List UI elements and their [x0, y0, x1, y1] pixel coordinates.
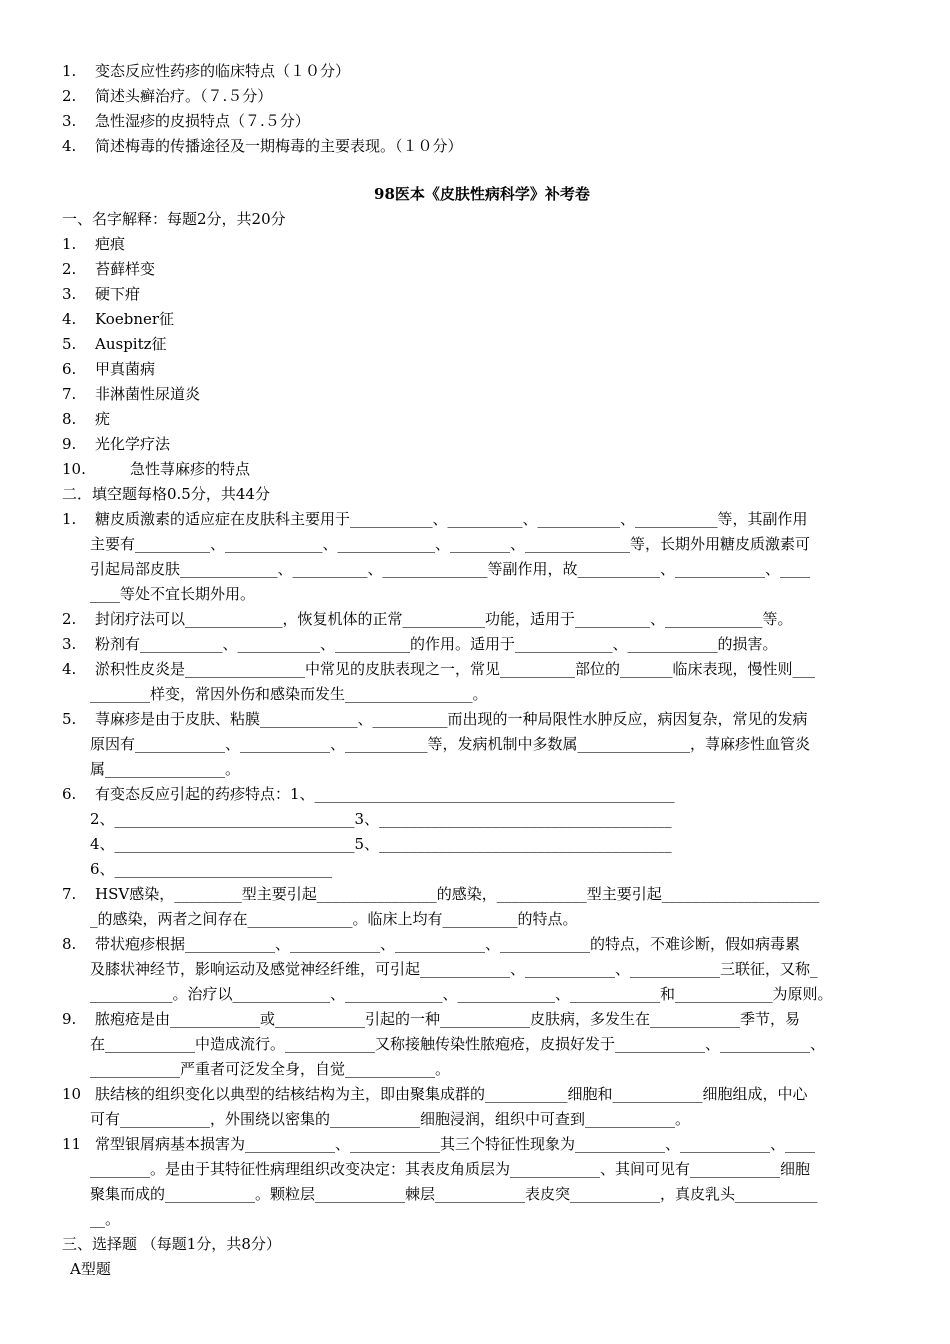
list-item: 4. 简述梅毒的传播途径及一期梅毒的主要表现。（１０分）	[62, 137, 463, 155]
exam-title: 98医本《皮肤性病科学》补考卷	[374, 185, 590, 203]
question-text: 简述梅毒的传播途径及一期梅毒的主要表现。（１０分）	[95, 137, 463, 155]
list-item: 8. 疣	[62, 410, 111, 428]
top-question-list	[62, 59, 902, 159]
section-heading-fill-blank: 二．填空题每格0.5分，共44分	[62, 485, 270, 503]
fill-question-9: 9. 脓疱疮是由____________或____________引起的一种____________皮肤病，多发生在____________季节，易 在____________中造成流行。____________又称接触传染性脓疱疮，皮损好发于____________、____________、 ____________严重者可泛发全身，自觉____________。	[62, 1010, 826, 1078]
fill-question-4: 4. 淤积性皮炎是________________中常见的皮肤表现之一，常见__________部位的_______临床表现，慢性则___ ________样变，常因外伤和感染而发生_________________。	[62, 660, 816, 703]
question-text: 简述头癣治疗。（７.５分）	[95, 87, 273, 105]
fill-question-10: 10 肤结核的组织变化以典型的结核结构为主，即由聚集成群的___________细胞和____________细胞组成，中心 可有____________，外围绕以密集的____________细胞浸润，组织中可查到____________。	[62, 1085, 808, 1128]
list-item: 7. 非淋菌性尿道炎	[62, 385, 201, 403]
question-text: 变态反应性药疹的临床特点（１０分）	[95, 62, 351, 80]
subsection-a-type: A型题	[70, 1260, 111, 1278]
document-page	[62, 59, 902, 1282]
fill-question-6: 6. 有变态反应引起的药疹特点：1、________________________________________________ 2、________________________________3、_______________________________________ 4、________________________________5、_______________________________________ 6、_____________________________	[62, 785, 675, 878]
fill-question-3: 3. 粉剂有___________、___________、__________的作用。适用于_____________、____________的损害。	[62, 635, 778, 653]
list-item: 4. Koebner征	[62, 310, 175, 328]
fill-question-2: 2. 封闭疗法可以_____________，恢复机体的正常___________功能，适用于__________、_____________等。	[62, 610, 793, 628]
definition-list	[62, 232, 902, 482]
fill-question-1: 1. 糖皮质激素的适应症在皮肤科主要用于___________、__________、___________、___________等，其副作用 主要有__________、_____________、_____________、________、______________等，长期外用糖皮质激素可 引起局部皮肤_____________、__________、______________等副作用，故___________、____________、____ ____等处不宜长期外用。	[62, 510, 811, 603]
spacer	[62, 159, 902, 182]
section-heading-multiple-choice: 三、选择题 （每题1分，共8分）	[62, 1235, 281, 1253]
list-item: 3. 急性湿疹的皮损特点（７.５分）	[62, 112, 310, 130]
section-heading-definitions: 一、名字解释：每题2分，共20分	[62, 210, 286, 228]
fill-question-5: 5. 荨麻疹是由于皮肤、粘膜_____________、__________而出现的一种局限性水肿反应，病因复杂，常见的发病 原因有____________、____________、___________等，发病机制中多数属_______________，荨麻疹性血管炎 属________________。	[62, 710, 811, 778]
list-item: 2. 苔藓样变	[62, 260, 156, 278]
fill-question-8: 8. 带状疱疹根据____________、____________、____________、____________的特点，不难诊断，假如病毒累 及膝状神经节，影响运动及感觉神经纤维，可引起____________、____________、____________三联征，又称_ ___________。治疗以_____________、_____________、_____________、____________和_____________为原则。	[62, 935, 833, 1003]
list-item: 3. 硬下疳	[62, 285, 141, 303]
question-text: 急性湿疹的皮损特点（７.５分）	[95, 112, 310, 130]
fill-question-11: 11 常型银屑病基本损害为____________、____________其三个特征性现象为____________、____________、____ ________。是由于其特征性病理组织改变决定：其表皮角质层为____________、其间可见有____________细胞 聚集而成的____________。颗粒层____________棘层____________表皮突____________，真皮乳头___________ __。	[62, 1135, 818, 1228]
list-item: 1. 疤痕	[62, 235, 126, 253]
list-item: 1. 变态反应性药疹的临床特点（１０分）	[62, 62, 351, 80]
fill-question-7: 7. HSV感染，_________型主要引起________________的感染，____________型主要引起_____________________ _的感染，两者之间存在______________。临床上均有__________的特点。	[62, 885, 820, 928]
list-item: 5. Auspitz征	[62, 335, 167, 353]
list-item: 2. 简述头癣治疗。（７.５分）	[62, 87, 273, 105]
list-item: 6. 甲真菌病	[62, 360, 156, 378]
list-item: 10. 急性荨麻疹的特点	[62, 460, 251, 478]
list-item: 9. 光化学疗法	[62, 435, 171, 453]
